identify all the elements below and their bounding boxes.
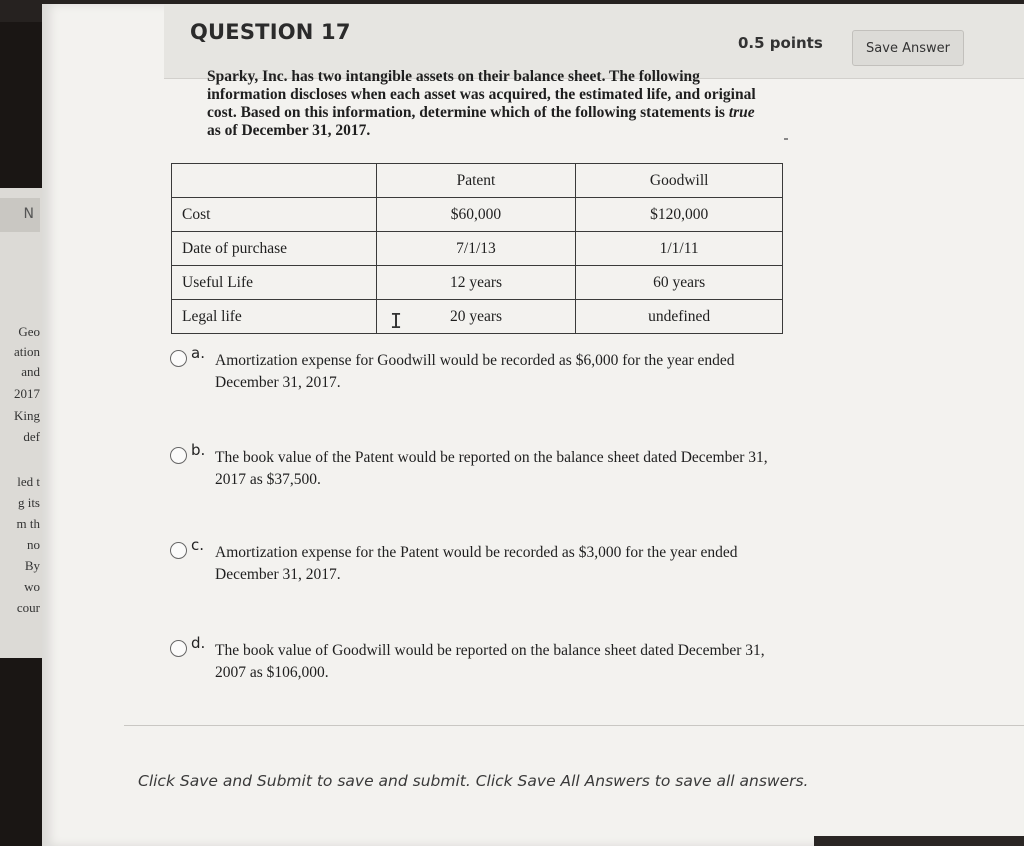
- question-title: QUESTION 17: [190, 20, 351, 44]
- table-cell: 60 years: [576, 266, 783, 300]
- table-cell: undefined: [576, 300, 783, 334]
- background-text-fragment: g its: [17, 495, 40, 510]
- submit-instructions: Click Save and Submit to save and submit. Click Save All Answers to save all answers.: [138, 772, 809, 790]
- table-cell: 20 years: [376, 300, 576, 334]
- option-letter: b.: [191, 441, 206, 459]
- radio-button[interactable]: [170, 350, 187, 367]
- background-text-fragment: wo: [24, 579, 40, 594]
- table-header-cell: [172, 164, 377, 198]
- question-stem-text: Sparky, Inc. has two intangible assets on their balance sheet. The following information discloses when each asset was acquired, the estimated life, and original cost. Based on this information, determine which of the following statements is: [207, 68, 756, 121]
- option-text: Amortization expense for the Patent would be recorded as $3,000 for the year ended December 31, 2017.: [215, 544, 738, 583]
- option-letter: a.: [191, 344, 205, 362]
- table-cell: $120,000: [576, 198, 783, 232]
- background-text-fragment: King: [14, 408, 40, 423]
- background-text-fragment: ation: [14, 344, 40, 359]
- question-stem-end: as of December 31, 2017.: [207, 122, 371, 139]
- background-text-fragment: no: [27, 537, 40, 552]
- table-cell: Legal life: [172, 300, 377, 334]
- table-cell: 1/1/11: [576, 232, 783, 266]
- text-cursor-icon: I: [390, 309, 403, 333]
- scroll-marker: [784, 138, 788, 140]
- option-text: Amortization expense for Goodwill would be recorded as $6,000 for the year ended December 31, 2017.: [215, 352, 735, 391]
- option-letter: d.: [191, 634, 206, 652]
- option-letter: c.: [191, 536, 205, 554]
- background-text-fragment: By: [24, 558, 40, 573]
- table-row: [172, 266, 783, 300]
- table-row: [172, 198, 783, 232]
- background-tab-label: N: [23, 206, 34, 222]
- question-stem-emphasis: true: [728, 104, 755, 121]
- divider: [124, 725, 1024, 726]
- background-text-fragment: and: [21, 364, 40, 379]
- table-cell: Useful Life: [172, 266, 377, 300]
- table-cell: 12 years: [376, 266, 576, 300]
- question-page: [42, 4, 1024, 846]
- background-text-fragment: cour: [16, 600, 40, 615]
- save-answer-button[interactable]: Save Answer: [852, 30, 964, 66]
- radio-button[interactable]: [170, 447, 187, 464]
- table-cell: Cost: [172, 198, 377, 232]
- background-text-fragment: m th: [16, 516, 40, 531]
- background-text-fragment: led t: [17, 474, 40, 489]
- table-row: [172, 232, 783, 266]
- asset-table: [171, 163, 783, 334]
- option-text: The book value of the Patent would be reported on the balance sheet dated December 31, 2017 as $37,500.: [215, 449, 768, 488]
- table-row: [172, 300, 783, 334]
- table-cell: Date of purchase: [172, 232, 377, 266]
- background-tab: [0, 198, 40, 232]
- table-header-cell: Patent: [376, 164, 576, 198]
- background-text-fragment: def: [23, 429, 40, 444]
- bottom-edge-bar: [814, 836, 1024, 846]
- question-points: 0.5 points: [738, 34, 823, 52]
- question-stem: [207, 68, 767, 140]
- table-header-cell: Goodwill: [576, 164, 783, 198]
- table-cell: 7/1/13: [376, 232, 576, 266]
- background-text-fragment: Geo: [18, 324, 40, 339]
- radio-button[interactable]: [170, 640, 187, 657]
- background-text-fragment: 2017: [14, 386, 40, 401]
- background-window-panel: [0, 188, 42, 658]
- table-header-row: [172, 164, 783, 198]
- option-text: The book value of Goodwill would be reported on the balance sheet dated December 31, 2007 as $106,000.: [215, 642, 765, 681]
- table-cell: $60,000: [376, 198, 576, 232]
- radio-button[interactable]: [170, 542, 187, 559]
